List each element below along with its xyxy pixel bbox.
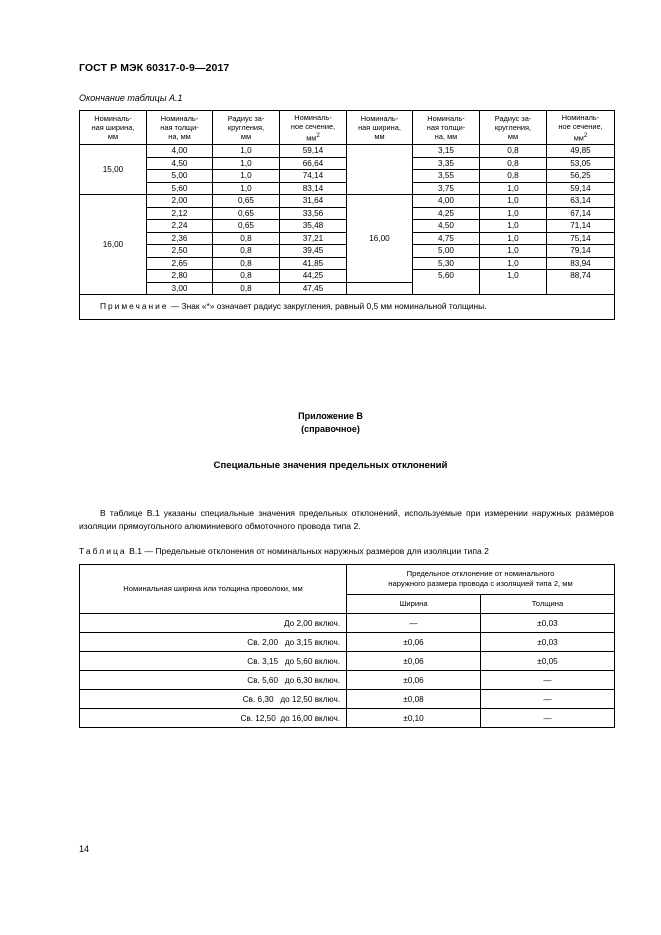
table-row xyxy=(80,652,615,671)
table-cell: 2,00 xyxy=(147,195,213,208)
table-cell: 2,65 xyxy=(147,257,213,270)
table-cell: 35,48 xyxy=(280,220,347,233)
table-cell: 83,14 xyxy=(280,182,347,195)
intro-paragraph: В таблице В.1 указаны специальные значения предельных отклонений, используемые при измерении наружных размеров изоляции прямоугольного алюминиевого обмоточного провода типа 2. xyxy=(79,508,614,531)
table-cell: 1,0 xyxy=(480,245,547,258)
header-size-column: Номинальная ширина или толщина проволоки, мм xyxy=(80,565,347,614)
table-cell: 67,14 xyxy=(547,207,615,220)
table-cell: 5,00 xyxy=(413,245,480,258)
table-cell: 4,50 xyxy=(413,220,480,233)
table-cell: 0,65 xyxy=(213,220,280,233)
table-cell: 1,0 xyxy=(213,182,280,195)
table-row xyxy=(80,709,615,728)
table-cell: 3,00 xyxy=(147,282,213,295)
section-title: Специальные значения предельных отклонений xyxy=(213,460,448,471)
table-cell: 1,0 xyxy=(480,270,547,295)
table-cell: 1,0 xyxy=(480,195,547,208)
table-cell: 1,0 xyxy=(480,257,547,270)
table-b1-caption xyxy=(79,546,489,556)
table-note xyxy=(80,295,615,320)
table-cell: 0,65 xyxy=(213,195,280,208)
table-cell: 5,60 xyxy=(147,182,213,195)
table-cell: 1,0 xyxy=(213,157,280,170)
table-cell: 44,25 xyxy=(280,270,347,283)
table-cell: 0,8 xyxy=(213,270,280,283)
table-cell: 39,45 xyxy=(280,245,347,258)
table-note-row xyxy=(80,295,615,320)
table-cell: 0,8 xyxy=(480,170,547,183)
table-b1-header-row xyxy=(80,565,615,595)
table-cell: 31,64 xyxy=(280,195,347,208)
table-row xyxy=(80,195,615,208)
table-cell: 5,30 xyxy=(413,257,480,270)
range-cell: Св. 5,60 до 6,30 включ. xyxy=(80,671,347,690)
table-cell: ±0,03 xyxy=(481,633,615,652)
width-cell: 15,00 xyxy=(80,145,147,195)
header-width: Ширина xyxy=(347,594,481,613)
table-cell: — xyxy=(481,709,615,728)
table-cell: 4,50 xyxy=(147,157,213,170)
table-cell: 2,24 xyxy=(147,220,213,233)
table-cell: 4,00 xyxy=(147,145,213,158)
range-cell: Св. 3,15 до 5,60 включ. xyxy=(80,652,347,671)
table-cell: 3,35 xyxy=(413,157,480,170)
table-cell: 1,0 xyxy=(480,182,547,195)
table-cell: 1,0 xyxy=(480,207,547,220)
table-cell: 0,8 xyxy=(213,282,280,295)
note-label: Примечание xyxy=(100,301,169,312)
table-cell: 33,56 xyxy=(280,207,347,220)
table-row xyxy=(80,671,615,690)
width-cell: 16,00 xyxy=(347,195,413,283)
table-cell: 2,80 xyxy=(147,270,213,283)
range-cell: Св. 2,00 до 3,15 включ. xyxy=(80,633,347,652)
table-cell: 4,00 xyxy=(413,195,480,208)
table-cell: 75,14 xyxy=(547,232,615,245)
table-cell: 0,8 xyxy=(213,232,280,245)
table-cell: 1,0 xyxy=(213,145,280,158)
table-cell: ±0,10 xyxy=(347,709,481,728)
table-cell: 3,55 xyxy=(413,170,480,183)
caption-label: Таблица xyxy=(79,546,127,556)
header-thickness: Толщина xyxy=(481,594,615,613)
table-cell: 83,94 xyxy=(547,257,615,270)
table-a1-header-row xyxy=(80,111,615,145)
table-cell: 88,74 xyxy=(547,270,615,295)
caption-text: В.1 — Предельные отклонения от номинальных наружных размеров для изоляции типа 2 xyxy=(126,546,489,556)
table-cell: 1,0 xyxy=(480,232,547,245)
table-cell: 37,21 xyxy=(280,232,347,245)
table-row xyxy=(80,690,615,709)
table-cell: 3,75 xyxy=(413,182,480,195)
table-a1-header-cell: Номиналь- ная толщи- на, мм xyxy=(413,111,480,145)
table-a1-caption: Окончание таблицы А.1 xyxy=(79,93,183,103)
note-text: — Знак «*» означает радиус закругления, равный 0,5 мм номинальной толщины. xyxy=(168,301,487,312)
table-cell: ±0,08 xyxy=(347,690,481,709)
table-a1-header-cell: Номиналь- ное сечение, $мм^2$ xyxy=(547,111,615,145)
table-cell: — xyxy=(347,614,481,633)
table-cell: 53,05 xyxy=(547,157,615,170)
table-cell: 63,14 xyxy=(547,195,615,208)
appendix-title: Приложение В xyxy=(298,411,363,421)
table-a1-header-cell: Номиналь- ная ширина, мм xyxy=(80,111,147,145)
table-cell: 59,14 xyxy=(547,182,615,195)
table-cell: 41,85 xyxy=(280,257,347,270)
table-cell: 0,8 xyxy=(213,245,280,258)
table-cell: 0,65 xyxy=(213,207,280,220)
empty-cell xyxy=(347,145,413,195)
empty-cell xyxy=(347,282,413,295)
table-cell: 66,64 xyxy=(280,157,347,170)
table-cell: ±0,06 xyxy=(347,633,481,652)
range-cell: Св. 12,50 до 16,00 включ. xyxy=(80,709,347,728)
table-row xyxy=(80,145,615,158)
table-a1-header-cell: Радиус за- кругления, мм xyxy=(213,111,280,145)
range-cell: Св. 6,30 до 12,50 включ. xyxy=(80,690,347,709)
table-a1-header-cell: Номиналь- ная толщи- на, мм xyxy=(147,111,213,145)
table-cell: 5,00 xyxy=(147,170,213,183)
table-a1-header-cell: Номиналь- ная ширина, мм xyxy=(347,111,413,145)
table-cell: 0,8 xyxy=(213,257,280,270)
table-a1-header-cell: Радиус за- кругления, мм xyxy=(480,111,547,145)
table-cell: 79,14 xyxy=(547,245,615,258)
table-a1-header-cell: Номиналь- ное сечение, $мм^2$ xyxy=(280,111,347,145)
table-cell: 1,0 xyxy=(480,220,547,233)
table-row xyxy=(80,633,615,652)
table-cell: 56,25 xyxy=(547,170,615,183)
table-cell: 2,36 xyxy=(147,232,213,245)
table-cell: 71,14 xyxy=(547,220,615,233)
table-cell: 0,8 xyxy=(480,157,547,170)
table-cell: — xyxy=(481,671,615,690)
table-cell: 47,45 xyxy=(280,282,347,295)
table-cell: ±0,06 xyxy=(347,652,481,671)
table-cell: ±0,03 xyxy=(481,614,615,633)
range-cell: До 2,00 включ. xyxy=(80,614,347,633)
table-cell: 74,14 xyxy=(280,170,347,183)
table-row xyxy=(80,614,615,633)
table-b1 xyxy=(79,564,615,728)
table-cell: 2,50 xyxy=(147,245,213,258)
header-deviation-group: Предельное отклонение от номинального наружного размера провода с изоляцией типа 2, мм xyxy=(347,565,615,595)
page-number: 14 xyxy=(79,844,90,854)
table-cell: 3,15 xyxy=(413,145,480,158)
table-cell: 4,75 xyxy=(413,232,480,245)
table-a1 xyxy=(79,110,615,320)
table-cell: 0,8 xyxy=(480,145,547,158)
appendix-subtitle: (справочное) xyxy=(301,424,360,434)
table-cell: 4,25 xyxy=(413,207,480,220)
table-cell: ±0,05 xyxy=(481,652,615,671)
table-cell: ±0,06 xyxy=(347,671,481,690)
document-header: ГОСТ Р МЭК 60317-0-9—2017 xyxy=(79,62,230,74)
table-cell: 59,14 xyxy=(280,145,347,158)
table-cell: 2,12 xyxy=(147,207,213,220)
width-cell: 16,00 xyxy=(80,195,147,295)
table-cell: 5,60 xyxy=(413,270,480,295)
table-cell: — xyxy=(481,690,615,709)
table-cell: 49,85 xyxy=(547,145,615,158)
table-cell: 1,0 xyxy=(213,170,280,183)
